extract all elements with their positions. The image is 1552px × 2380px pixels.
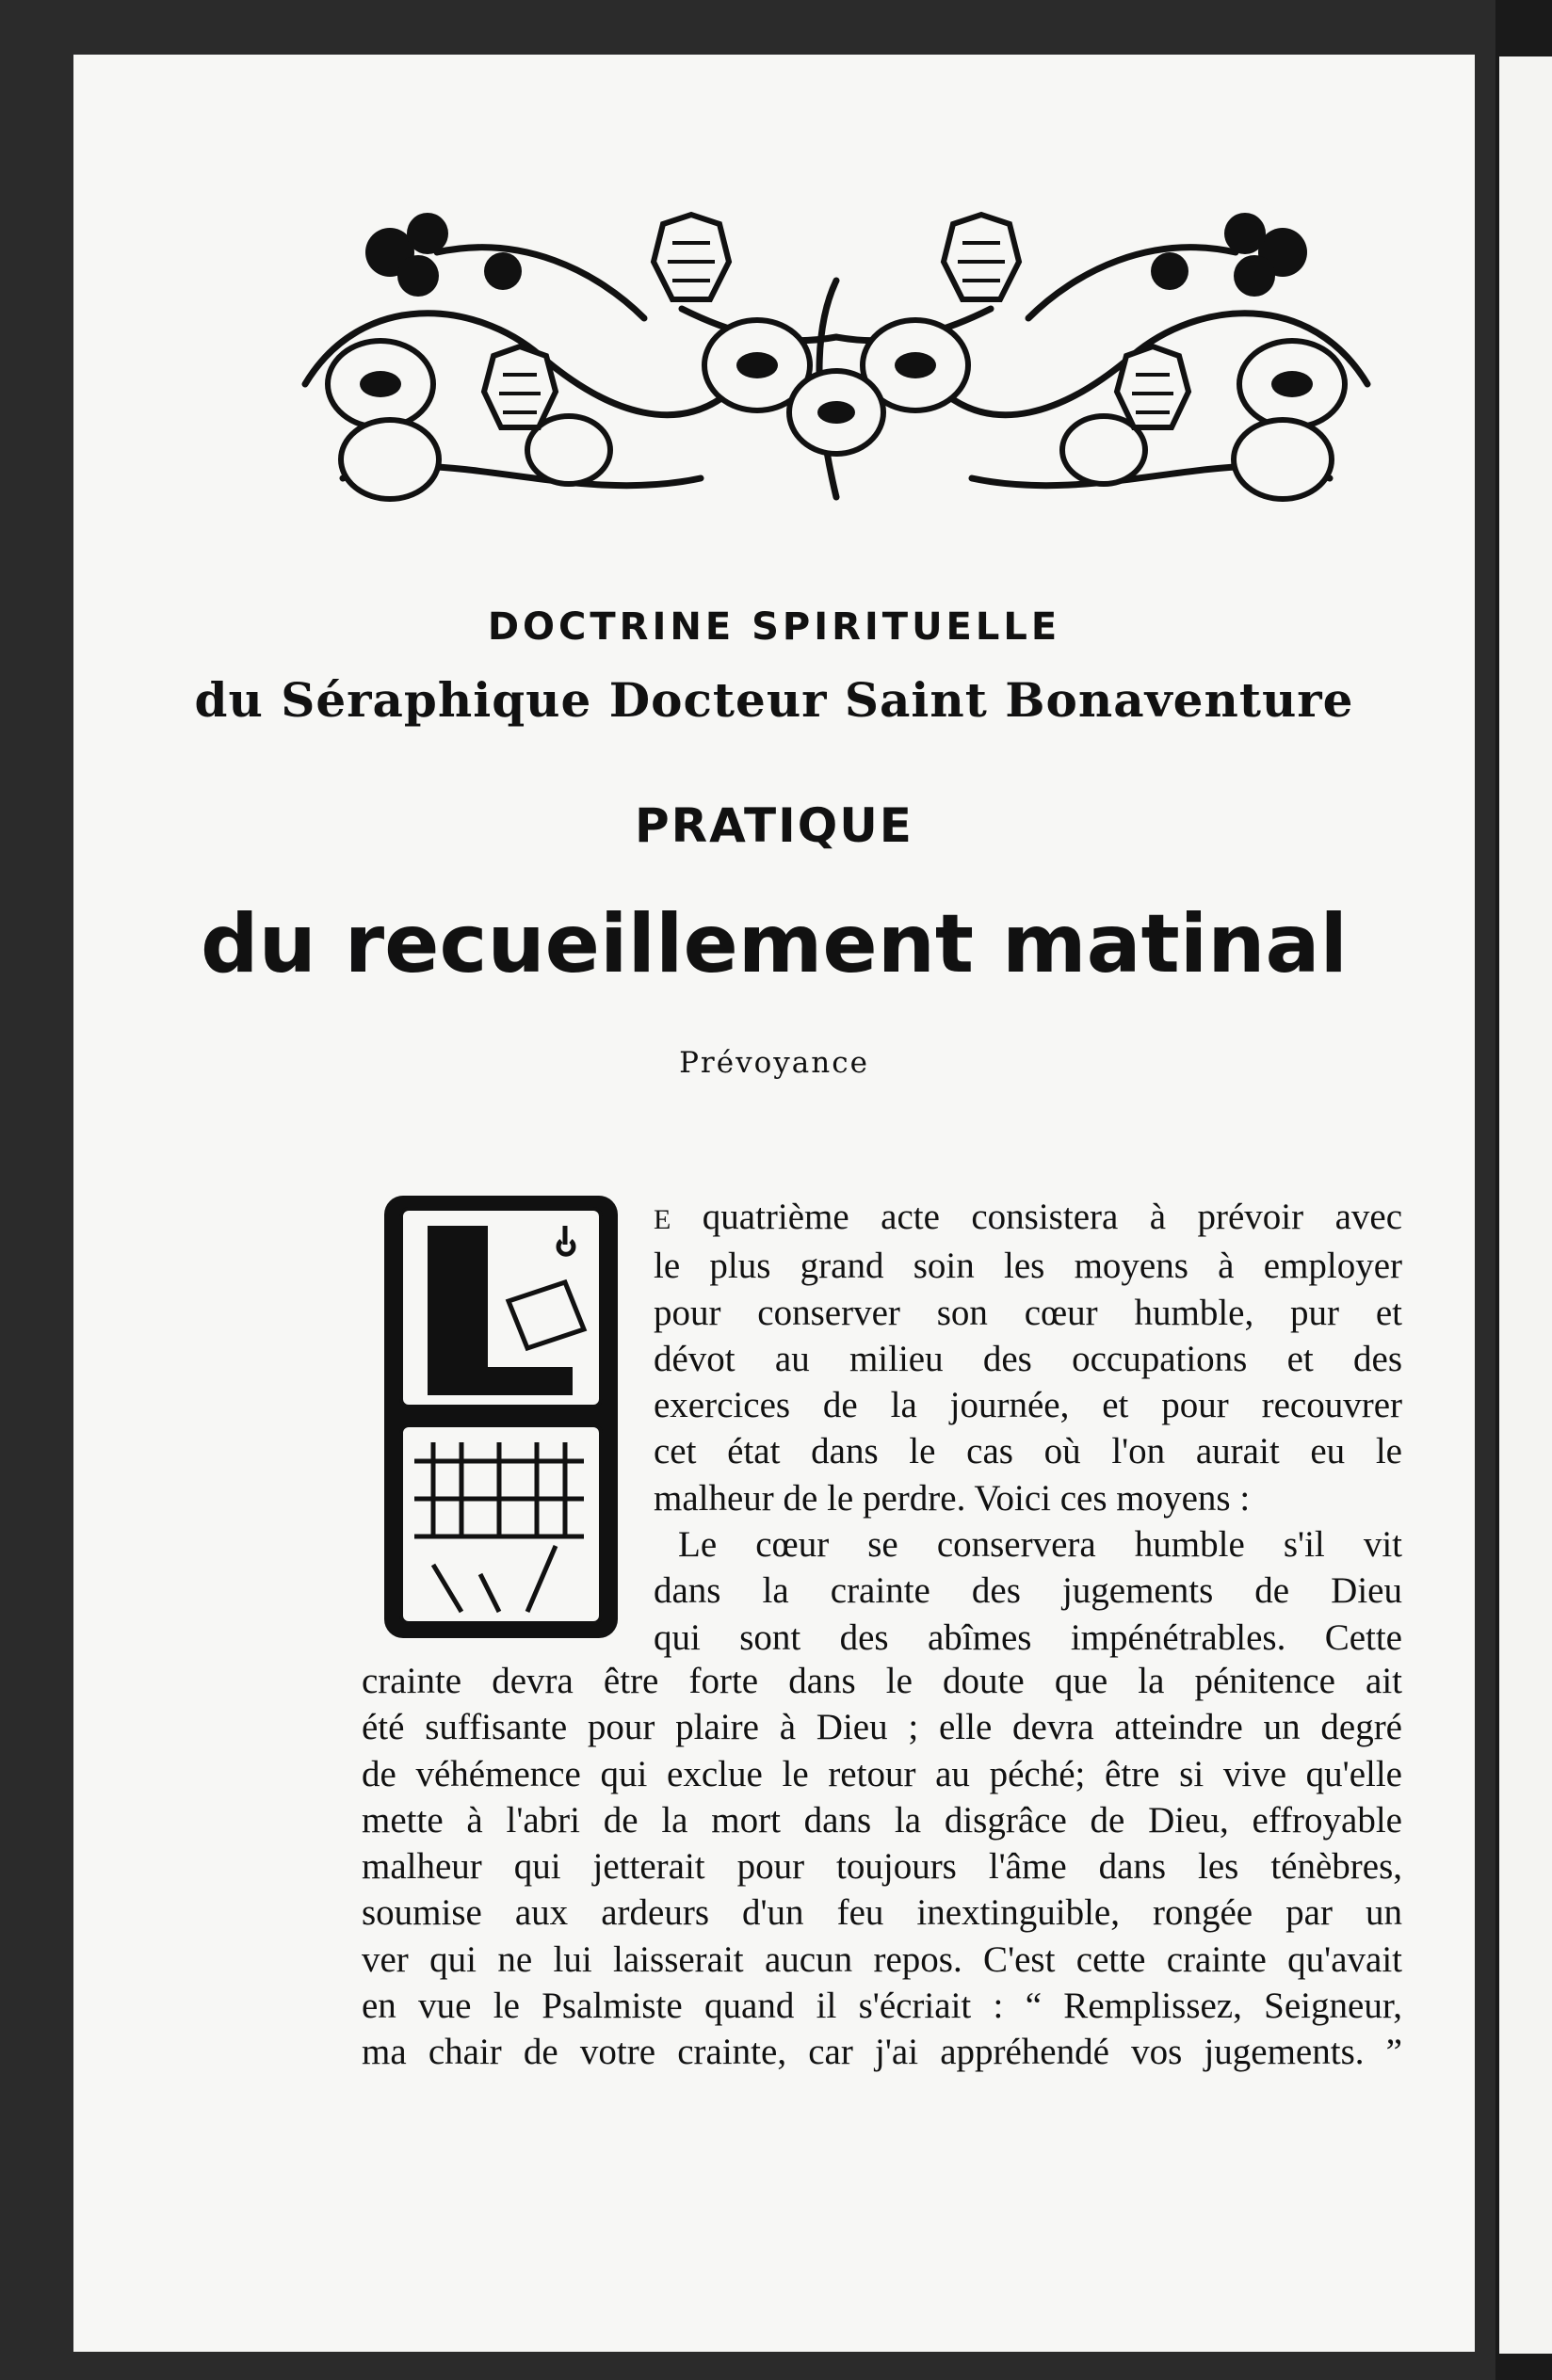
body-line: mette à l'abri de la mort dans la disgrâce de Dieu, effroyable — [362, 1799, 1402, 1841]
body-line: ver qui ne lui laisserait aucun repos. C'est cette crainte qu'avait — [362, 1938, 1402, 1980]
body-line: en vue le Psalmiste quand il s'écriait : “ Remplissez, Seigneur, — [362, 1986, 1402, 2027]
paragraph-opening — [654, 1194, 1402, 1661]
body-line: de véhémence qui exclue le retour au péché; être si vive qu'elle — [362, 1753, 1402, 1794]
body-line: malheur de le perdre. Voici ces moyens : — [654, 1477, 1251, 1519]
body-line: exercices de la journée, et pour recouvrer — [654, 1385, 1402, 1426]
body-line-text: quatrième acte consistera à prévoir avec — [702, 1197, 1403, 1237]
body-line: Le cœur se conservera humble s'il vit — [678, 1524, 1402, 1566]
subsection-heading: Prévoyance — [679, 1046, 869, 1080]
adjacent-page-edge — [1499, 56, 1552, 2354]
body-line: crainte devra être forte dans le doute que la pénitence ait — [362, 1661, 1402, 1701]
body-line: le plus grand soin les moyens à employer — [654, 1246, 1402, 1287]
body-line: cet état dans le cas où l'on aurait eu le — [654, 1431, 1402, 1472]
paragraph-continuation — [362, 1658, 1402, 2076]
body-line: ma chair de votre crainte, car j'ai appréhendé vos jugements. ” — [362, 2032, 1402, 2073]
book-page — [73, 55, 1475, 2352]
clover-thistle-ornament-icon — [286, 196, 1386, 520]
body-line: qui sont des abîmes impénétrables. Cette — [654, 1616, 1402, 1658]
body-line: dans la crainte des jugements de Dieu — [654, 1570, 1402, 1612]
body-line: été suffisante pour plaire à Dieu ; elle devra atteindre un degré — [362, 1707, 1402, 1748]
body-line: pour conserver son cœur humble, pur et — [654, 1292, 1402, 1333]
body-line: soumise aux ardeurs d'un feu inextinguible, rongée par un — [362, 1892, 1402, 1934]
page-title: du recueillement matinal — [201, 897, 1348, 991]
dropcap-continuation: E — [654, 1204, 671, 1235]
body-line — [654, 1194, 1402, 1243]
author-line: du Séraphique Docteur Saint Bonaventure — [194, 672, 1354, 728]
section-label: PRATIQUE — [635, 798, 913, 853]
series-title: DOCTRINE SPIRITUELLE — [487, 605, 1061, 649]
body-line: dévot au milieu des occupations et des — [654, 1338, 1402, 1379]
illuminated-initial-icon — [377, 1188, 625, 1646]
body-line: malheur qui jetterait pour toujours l'âme dans les ténèbres, — [362, 1846, 1402, 1888]
